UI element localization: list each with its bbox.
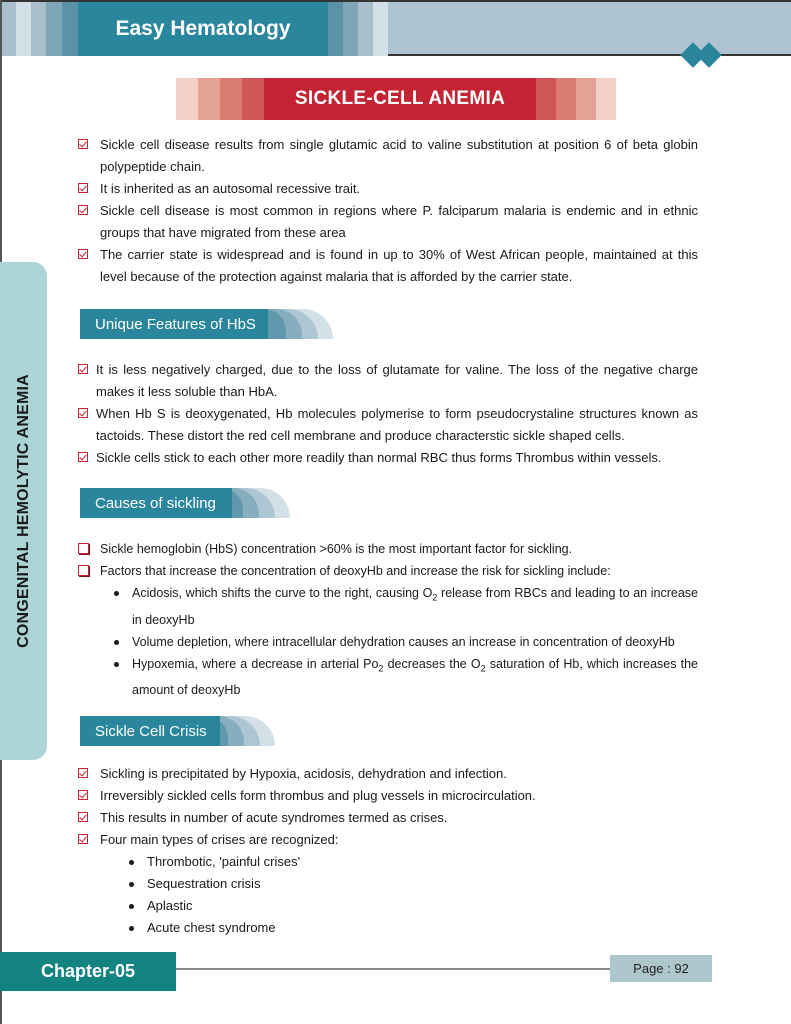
subscript: 2 <box>480 663 486 673</box>
subscript: 2 <box>378 663 384 673</box>
section-title: Causes of sickling <box>80 488 232 518</box>
banner-stripe <box>536 78 556 120</box>
header-stripe <box>2 2 16 56</box>
list-item <box>78 178 698 200</box>
banner-title: SICKLE-CELL ANEMIA <box>264 78 536 120</box>
header-stripe <box>46 2 62 56</box>
checkbox-checked-icon <box>78 408 88 418</box>
checkbox-checked-icon <box>78 183 88 193</box>
checkbox-checked-icon <box>78 812 88 822</box>
sub-list-item <box>110 653 698 702</box>
list-item-text: This results in number of acute syndromes termed as crises. <box>100 810 448 825</box>
checkbox-checked-icon <box>78 205 88 215</box>
text: Aplastic <box>147 898 193 913</box>
header-stripe <box>373 2 388 56</box>
double-diamond-icon <box>680 42 724 70</box>
bullet-icon <box>129 926 134 931</box>
list-item <box>78 244 698 288</box>
bullet-icon <box>129 860 134 865</box>
list-item-text: Sickle cell disease results from single glutamic acid to valine substitution at position 6 of beta globin polypeptide chain. <box>100 137 698 174</box>
checkbox-checked-icon <box>78 834 88 844</box>
list-item-text: Irreversibly sickled cells form thrombus and plug vessels in microcirculation. <box>100 788 536 803</box>
banner-stripe <box>176 78 198 120</box>
list-item <box>78 829 698 939</box>
list-item-text: When Hb S is deoxygenated, Hb molecules polymerise to form pseudocrystaline structures known as tactoids. These distort the red cell membrane and produce characterstic sickle shaped cells. <box>96 406 698 443</box>
causes-list <box>78 538 698 701</box>
chapter-topic-banner <box>176 78 616 120</box>
sub-list-item <box>125 851 698 873</box>
checkbox-empty-icon <box>78 565 89 576</box>
text: decreases the O <box>383 656 481 671</box>
text: Thrombotic, 'painful crises' <box>147 854 301 869</box>
unique-features-list <box>78 359 698 469</box>
header-stripe <box>328 2 343 56</box>
list-item-text: Sickle hemoglobin (HbS) concentration >60% is the most important factor for sickling. <box>100 542 573 556</box>
header-stripe <box>358 2 373 56</box>
chapter-label: Chapter-05 <box>0 952 176 991</box>
intro-list <box>78 134 698 288</box>
sub-list-item <box>110 582 698 631</box>
text: Volume depletion, where intracellular dehydration causes an increase in concentration of deoxyHb <box>132 634 675 649</box>
header-stripe <box>16 2 31 56</box>
list-item <box>78 403 698 447</box>
crisis-types-list <box>125 851 698 939</box>
text: Hypoxemia, where a decrease in arterial Po <box>132 656 379 671</box>
list-item-text: It is less negatively charged, due to the loss of glutamate for valine. The loss of the negative charge makes it less soluble than HbA. <box>96 362 698 399</box>
header-bar <box>2 0 791 56</box>
list-item <box>78 807 698 829</box>
page-number: Page : 92 <box>610 955 712 982</box>
checkbox-checked-icon <box>78 249 88 259</box>
list-item-text: It is inherited as an autosomal recessive trait. <box>100 181 361 196</box>
text: saturation of Hb, which increases the amount of deoxyHb <box>132 656 698 697</box>
bullet-icon <box>114 591 119 596</box>
bullet-icon <box>114 640 119 645</box>
section-header-unique-features <box>80 309 335 339</box>
text: Acidosis, which shifts the curve to the right, causing O <box>132 586 433 600</box>
checkbox-checked-icon <box>78 790 88 800</box>
list-item <box>78 763 698 785</box>
list-item-text: Four main types of crises are recognized: <box>100 832 339 847</box>
banner-stripe <box>198 78 220 120</box>
side-section-label: CONGENITAL HEMOLYTIC ANEMIA <box>15 374 32 648</box>
text: release from RBCs and leading to an increase in deoxyHb <box>132 586 698 627</box>
list-item-text: The carrier state is widespread and is found in up to 30% of West African people, maintained at this level because of the protection against malaria that is afforded by the carrier state. <box>100 247 698 284</box>
footer-divider <box>176 968 610 970</box>
banner-stripe <box>596 78 616 120</box>
bullet-icon <box>114 662 119 667</box>
list-item <box>78 447 698 469</box>
book-title: Easy Hematology <box>78 2 328 56</box>
checkbox-checked-icon <box>78 768 88 778</box>
checkbox-empty-icon <box>78 543 89 554</box>
header-stripe <box>31 2 46 56</box>
diamond-shape <box>696 42 721 67</box>
banner-stripe <box>242 78 264 120</box>
list-item <box>78 200 698 244</box>
banner-stripe <box>556 78 576 120</box>
checkbox-checked-icon <box>78 139 88 149</box>
bullet-icon <box>129 904 134 909</box>
sub-list-item <box>125 917 698 939</box>
banner-stripe <box>220 78 242 120</box>
sub-list-item <box>125 873 698 895</box>
list-item <box>78 560 698 701</box>
banner-stripe <box>576 78 596 120</box>
text: Sequestration crisis <box>147 876 261 891</box>
list-item <box>78 785 698 807</box>
checkbox-checked-icon <box>78 364 88 374</box>
section-header-causes <box>80 488 290 518</box>
crisis-list <box>78 763 698 939</box>
list-item-text: Sickle cells stick to each other more readily than normal RBC thus forms Thrombus within vessels. <box>96 450 662 465</box>
subscript: 2 <box>432 592 438 603</box>
sub-list-item <box>125 895 698 917</box>
checkbox-checked-icon <box>78 452 88 462</box>
list-item <box>78 134 698 178</box>
section-title: Unique Features of HbS <box>80 309 268 339</box>
bullet-icon <box>129 882 134 887</box>
list-item-text: Sickling is precipitated by Hypoxia, acidosis, dehydration and infection. <box>100 766 507 781</box>
text: Acute chest syndrome <box>147 920 276 935</box>
header-stripe <box>343 2 358 56</box>
sub-list-item <box>110 631 698 653</box>
header-stripe <box>62 2 78 56</box>
causes-sublist <box>110 582 698 701</box>
section-title: Sickle Cell Crisis <box>80 716 220 746</box>
list-item-text: Factors that increase the concentration of deoxyHb and increase the risk for sickling include: <box>100 564 611 578</box>
list-item <box>78 359 698 403</box>
list-item <box>78 538 698 560</box>
section-header-crisis <box>80 716 275 746</box>
list-item-text: Sickle cell disease is most common in regions where P. falciparum malaria is endemic and in ethnic groups that have migrated from these area <box>100 203 698 240</box>
